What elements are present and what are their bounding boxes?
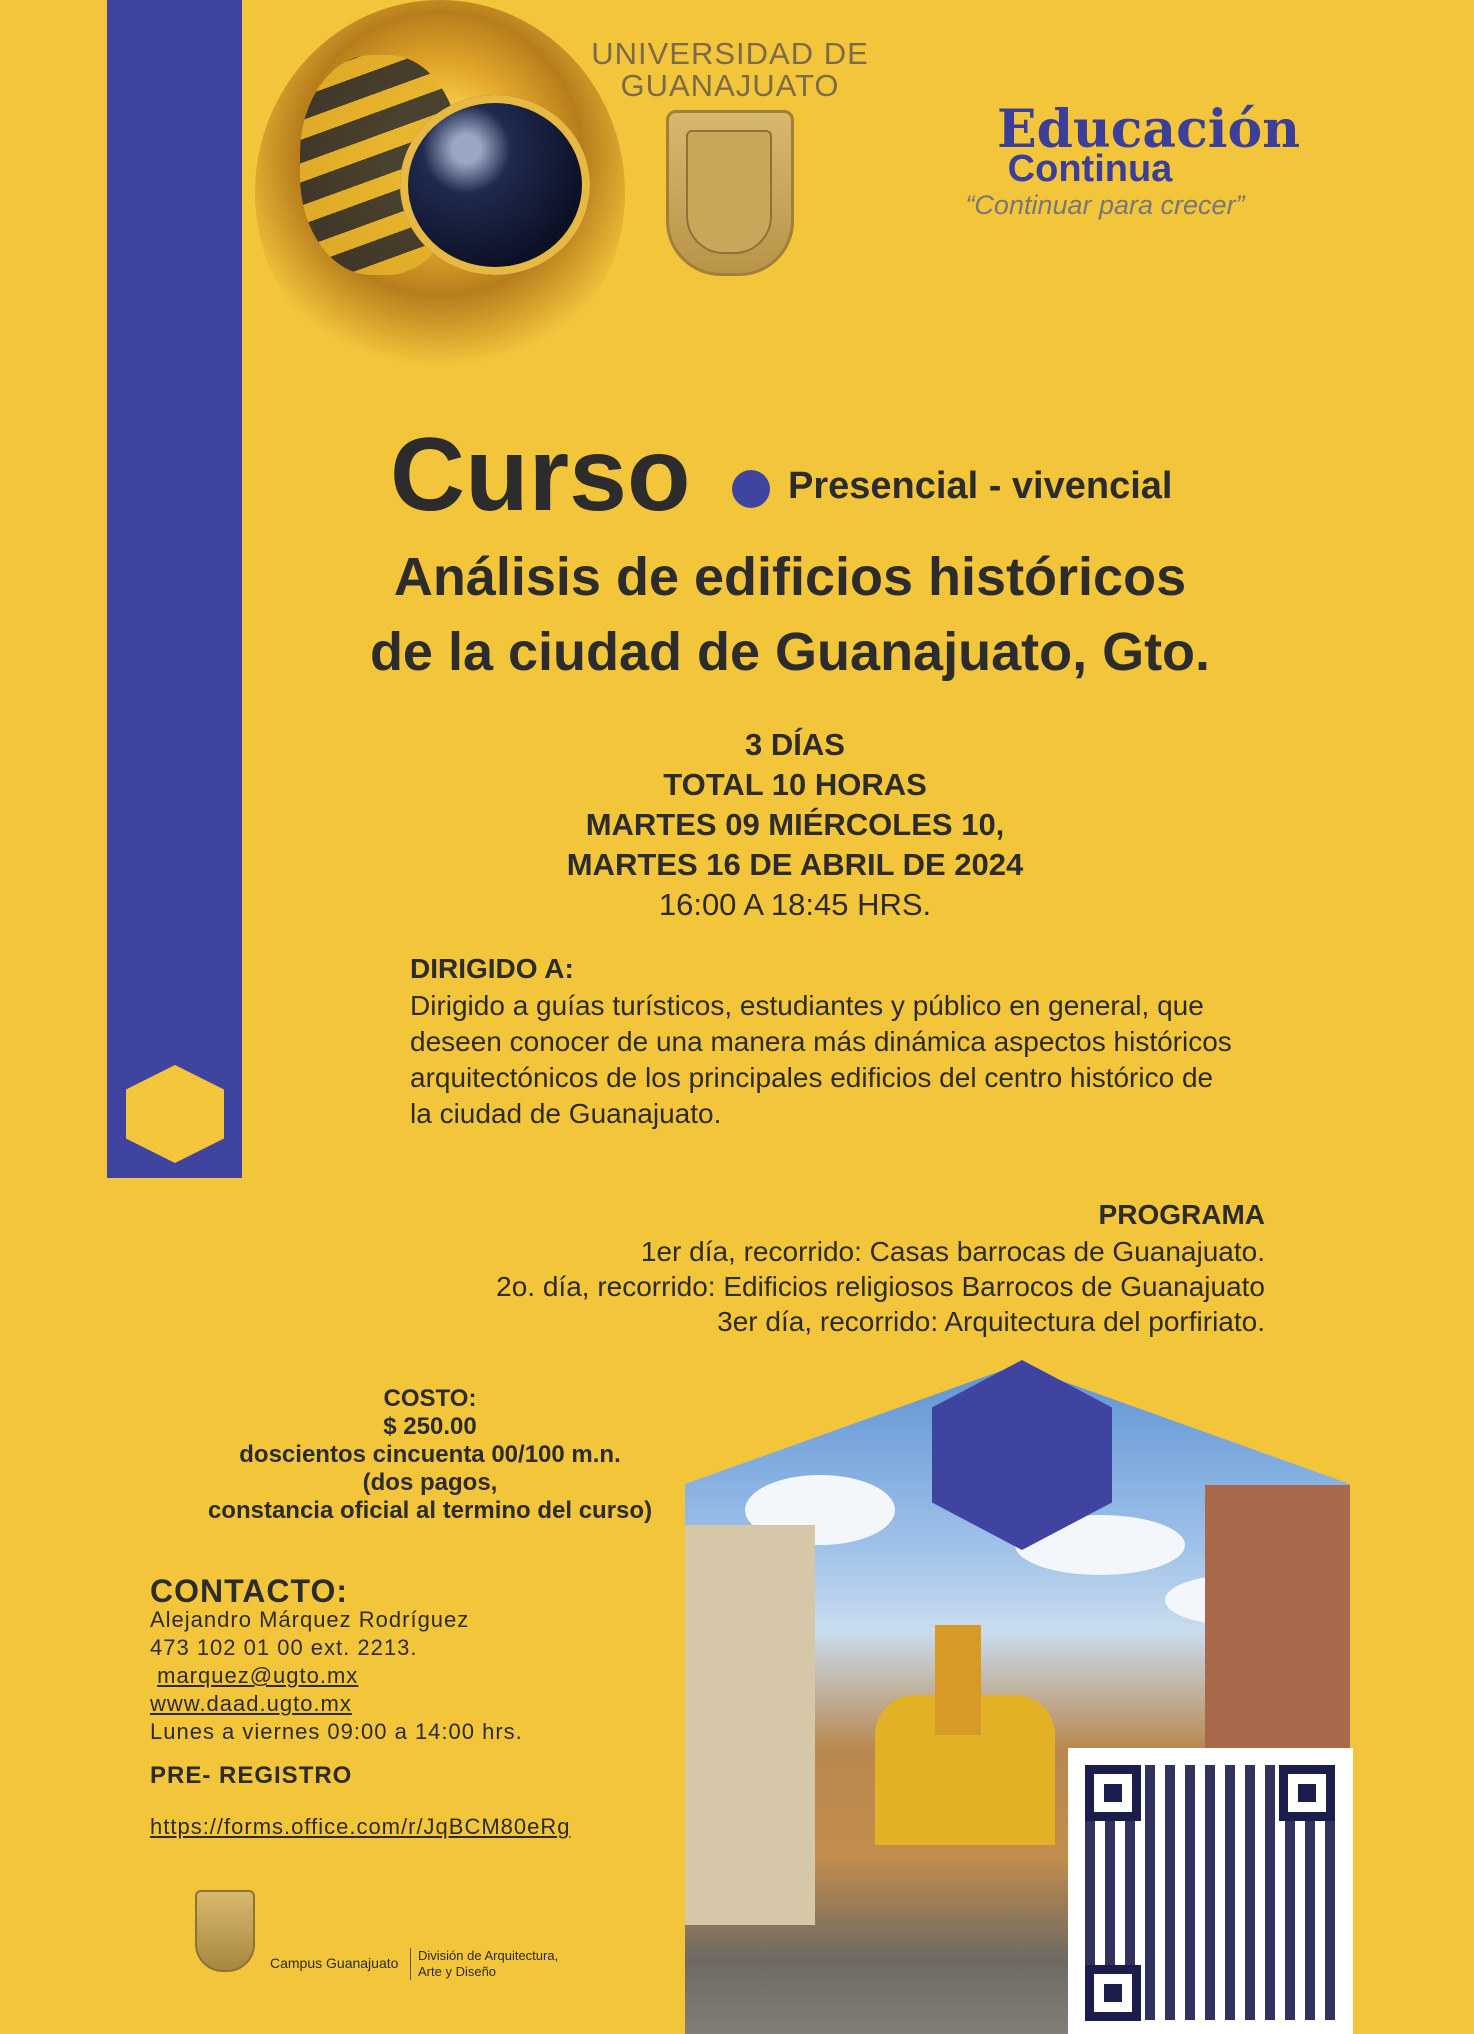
program-item: 3er día, recorrido: Arquitectura del porfiriato. bbox=[717, 1306, 1265, 1337]
course-type: Curso bbox=[390, 417, 691, 533]
footer-division bbox=[418, 1948, 558, 1980]
qr-finder bbox=[1279, 1765, 1335, 1821]
cost-payments: (dos pagos, bbox=[362, 1469, 498, 1496]
qr-finder bbox=[1085, 1765, 1141, 1821]
campus-seal-icon bbox=[195, 1890, 255, 1972]
contact-phone: 473 102 01 00 ext. 2213. bbox=[150, 1635, 418, 1660]
contact-hours: Lunes a viernes 09:00 a 14:00 hrs. bbox=[150, 1719, 523, 1744]
course-title-line2: de la ciudad de Guanajuato, Gto. bbox=[369, 622, 1211, 682]
contact-heading: CONTACTO: bbox=[150, 1573, 349, 1609]
cost-heading: COSTO: bbox=[383, 1385, 477, 1412]
bee-eye-detail bbox=[400, 95, 590, 275]
registration-heading: PRE- REGISTRO bbox=[150, 1762, 353, 1789]
contact-web-link[interactable]: www.daad.ugto.mx bbox=[150, 1691, 352, 1716]
schedule-dates-1: MARTES 09 MIÉRCOLES 10, bbox=[585, 807, 1005, 842]
contact-email-link[interactable]: marquez@ugto.mx bbox=[157, 1663, 359, 1688]
program-item: 2o. día, recorrido: Edificios religiosos Barrocos de Guanajuato bbox=[496, 1271, 1265, 1302]
program-heading: PROGRAMA bbox=[1098, 1199, 1265, 1230]
program-list bbox=[330, 1234, 1265, 1339]
building-left bbox=[685, 1525, 815, 1925]
footer-division-line2: Arte y Diseño bbox=[418, 1964, 497, 1979]
university-name: UNIVERSIDAD DE GUANAJUATO bbox=[591, 36, 869, 103]
brand-slogan: “Continuar para crecer” bbox=[965, 190, 1245, 220]
cost-block bbox=[160, 1385, 700, 1525]
course-modality: Presencial - vivencial bbox=[788, 465, 1173, 507]
footer-division-line1: División de Arquitectura, bbox=[418, 1948, 559, 1963]
seal-inner bbox=[686, 130, 772, 254]
program-item: 1er día, recorrido: Casas barrocas de Guanajuato. bbox=[640, 1236, 1265, 1267]
cost-note: constancia oficial al termino del curso) bbox=[207, 1497, 653, 1524]
footer-campus: Campus Guanajuato bbox=[270, 1955, 399, 1971]
bullet-dot bbox=[732, 470, 770, 508]
cost-words: doscientos cincuenta 00/100 m.n. bbox=[239, 1441, 621, 1468]
contact-block bbox=[150, 1606, 523, 1746]
footer-divider bbox=[410, 1948, 411, 1980]
course-title-line1: Análisis de edificios históricos bbox=[393, 547, 1187, 607]
qr-finder bbox=[1085, 1965, 1141, 2021]
basilica-tower bbox=[935, 1625, 981, 1735]
schedule-total: TOTAL 10 HORAS bbox=[663, 767, 927, 802]
qr-code-icon[interactable] bbox=[1068, 1748, 1353, 2034]
schedule-days: 3 DÍAS bbox=[745, 727, 845, 762]
course-title bbox=[280, 540, 1300, 690]
schedule-hours: 16:00 A 18:45 HRS. bbox=[658, 887, 932, 922]
audience-text: Dirigido a guías turísticos, estudiantes y público en general, que deseen conocer de una manera más dinámica aspectos históricos arquitectónicos de los principales edificios del centro histórico de la ciudad de Guanajuato. bbox=[410, 990, 1232, 1129]
schedule-dates-2: MARTES 16 DE ABRIL DE 2024 bbox=[566, 847, 1024, 882]
brand-subtitle: Continua bbox=[1007, 148, 1173, 190]
left-accent-bar bbox=[107, 0, 242, 1178]
schedule bbox=[430, 725, 1160, 925]
brand-title: Educación bbox=[996, 99, 1300, 160]
cost-amount: $ 250.00 bbox=[383, 1413, 477, 1440]
audience-heading: DIRIGIDO A: bbox=[410, 953, 574, 984]
contact-name: Alejandro Márquez Rodríguez bbox=[150, 1607, 470, 1632]
registration-link[interactable]: https://forms.office.com/r/JqBCM80eRg bbox=[150, 1814, 571, 1839]
